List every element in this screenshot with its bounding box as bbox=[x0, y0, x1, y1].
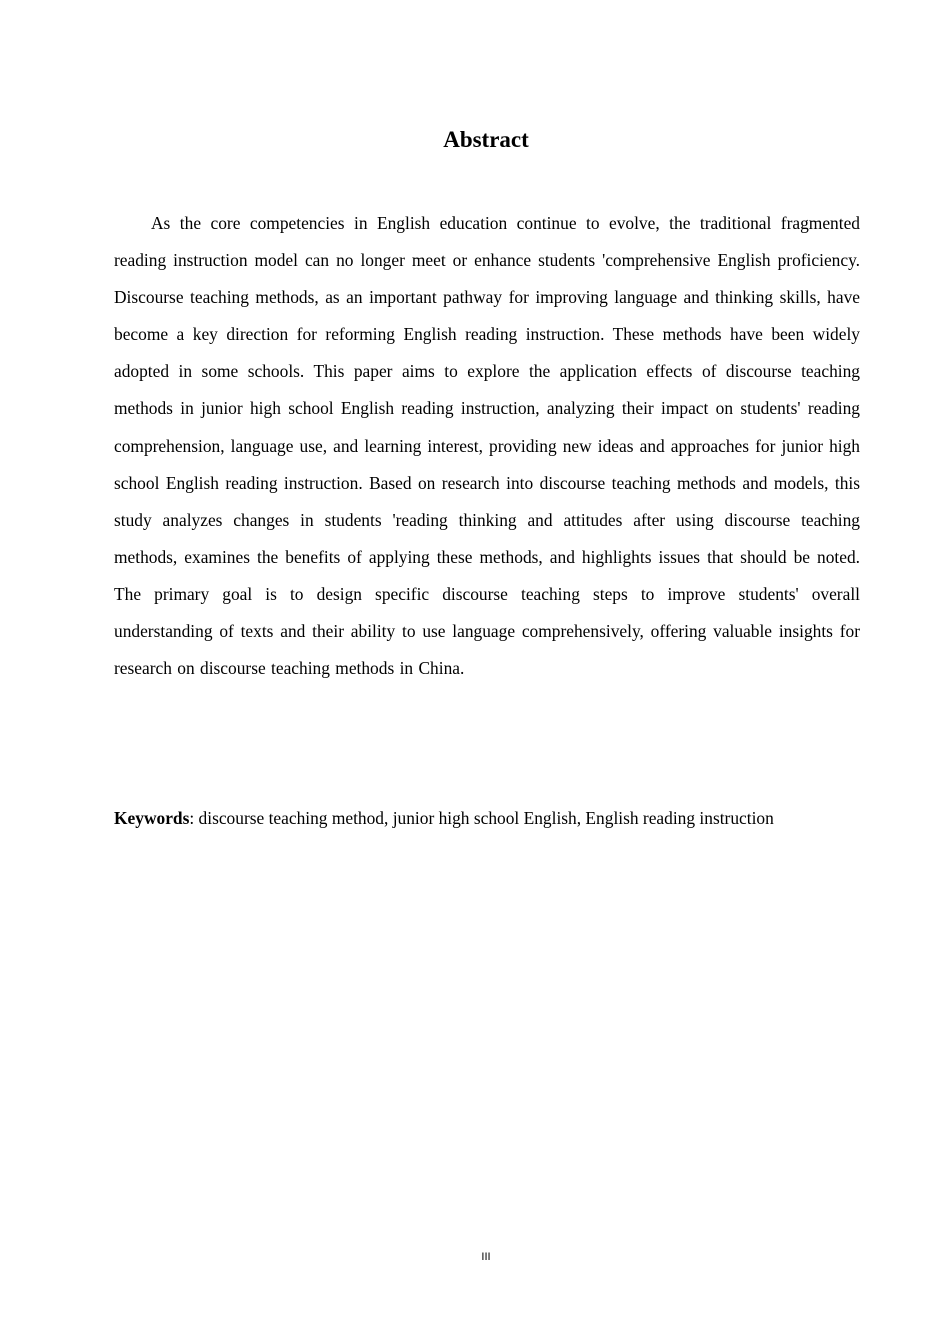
keywords-label: Keywords bbox=[114, 808, 190, 828]
abstract-body: As the core competencies in English education continue to evolve, the traditional fragmented reading instruction model can no longer meet or enhance students 'comprehensive English proficiency. Discourse teaching methods, as an important pathway for improving language and thinking skills, have become a key direction for reforming English reading instruction. These methods have been widely adopted in some schools. This paper aims to explore the application effects of discourse teaching methods in junior high school English reading instruction, analyzing their impact on students' reading comprehension, language use, and learning interest, providing new ideas and approaches for junior high school English reading instruction. Based on research into discourse teaching methods and models, this study analyzes changes in students 'reading thinking and attitudes after using discourse teaching methods, examines the benefits of applying these methods, and highlights issues that should be noted. The primary goal is to design specific discourse teaching steps to improve students' overall understanding of texts and their ability to use language comprehensively, offering valuable insights for research on discourse teaching methods in China. bbox=[114, 213, 860, 679]
keywords-line bbox=[114, 800, 894, 836]
keywords-text: discourse teaching method, junior high school English, English reading instruction bbox=[198, 808, 774, 828]
abstract-title: Abstract bbox=[443, 127, 529, 152]
page-number: III bbox=[481, 1251, 491, 1263]
keywords-separator: : bbox=[189, 808, 199, 828]
